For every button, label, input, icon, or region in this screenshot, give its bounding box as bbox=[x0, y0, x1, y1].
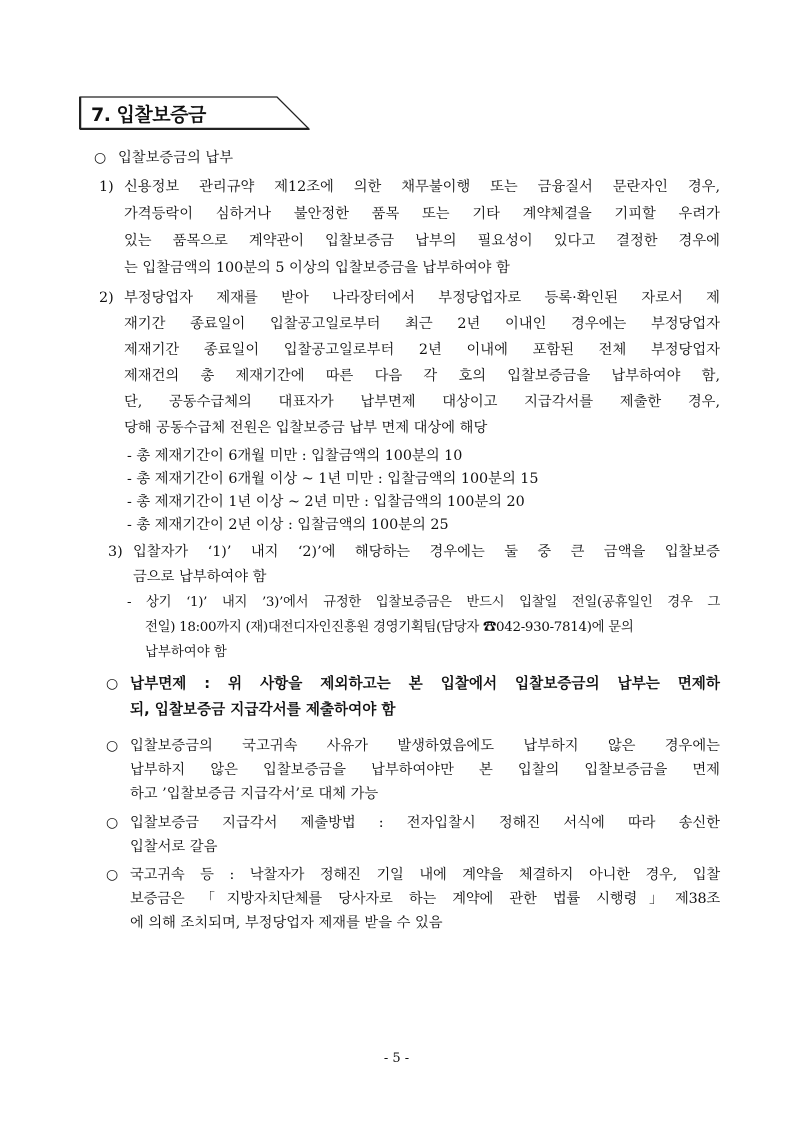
paragraph-line: 입찰서로 갈음 bbox=[130, 839, 218, 855]
bullet-heading: 입찰보증금의 납부 bbox=[118, 150, 234, 166]
item-number: 3) bbox=[108, 544, 123, 560]
paragraph-line: 는 입찰금액의 100분의 5 이상의 입찰보증금을 납부하여야 함 bbox=[124, 260, 510, 276]
page-number: - 5 - bbox=[383, 1051, 410, 1066]
paragraph-line: 국고귀속 등 : 낙찰자가 정해진 기일 내에 계약을 체결하지 아니한 경우, 입찰 bbox=[130, 867, 720, 883]
paragraph-line: 가격등락이 심하거나 불안정한 품목 또는 기타 계약체결을 기피할 우려가 bbox=[124, 206, 720, 222]
paragraph-line: 제재기간 종료일이 입찰공고일로부터 2년 이내에 포함된 전체 부정당업자 bbox=[124, 342, 720, 358]
bullet-circle: ○ bbox=[94, 150, 107, 166]
paragraph-line: 납부하지 않은 입찰보증금을 납부하여야만 본 입찰의 입찰보증금을 면제 bbox=[130, 762, 720, 778]
note-line: 납부하여야 함 bbox=[145, 645, 227, 660]
paragraph-line: 입찰보증금의 국고귀속 사유가 발생하였음에도 납부하지 않은 경우에는 bbox=[130, 738, 720, 754]
section-title-box bbox=[79, 96, 310, 130]
paragraph-line: 단, 공동수급체의 대표자가 납부면제 대상이고 지급각서를 제출한 경우, bbox=[124, 394, 720, 410]
paragraph-line: 금으로 납부하여야 함 bbox=[133, 569, 267, 585]
note-line: 전일) 18:00까지 (재)대전디자인진흥원 경영기획팀(담당자 ☎042-930-7814)에 문의 bbox=[145, 620, 634, 635]
paragraph-line: 제재건의 총 제재기간에 따른 다음 각 호의 입찰보증금을 납부하여야 함, bbox=[124, 368, 720, 384]
penalty-item: - 총 제재기간이 6개월 미만 : 입찰금액의 100분의 10 bbox=[127, 448, 463, 464]
paragraph-line: 입찰자가 ‘1)’ 내지 ‘2)’에 해당하는 경우에는 둘 중 큰 금액을 입찰보증 bbox=[133, 544, 720, 560]
penalty-item: - 총 제재기간이 2년 이상 : 입찰금액의 100분의 25 bbox=[127, 517, 449, 533]
penalty-item: - 총 제재기간이 6개월 이상 ~ 1년 미만 : 입찰금액의 100분의 15 bbox=[127, 471, 539, 487]
bullet-circle: ○ bbox=[106, 676, 119, 692]
item-number: 1) bbox=[99, 179, 114, 195]
bullet-circle: ○ bbox=[106, 867, 119, 883]
bullet-circle: ○ bbox=[106, 738, 119, 754]
exemption-line: 되, 입찰보증금 지급각서를 제출하여야 함 bbox=[130, 701, 396, 718]
exemption-line: 납부면제 : 위 사항을 제외하고는 본 입찰에서 입찰보증금의 납부는 면제하 bbox=[130, 675, 720, 692]
paragraph-line: 신용정보 관리규약 제12조에 의한 채무불이행 또는 금융질서 문란자인 경우, bbox=[124, 179, 720, 195]
paragraph-line: 있는 품목으로 계약관이 입찰보증금 납부의 필요성이 있다고 결정한 경우에 bbox=[124, 233, 720, 249]
note-line: - 상기 ‘1)’ 내지 ’3)’에서 규정한 입찰보증금은 반드시 입찰일 전일(공휴일인 경우 그 bbox=[127, 595, 720, 610]
paragraph-line: 당해 공동수급체 전원은 입찰보증금 납부 면제 대상에 해당 bbox=[124, 420, 488, 436]
paragraph-line: 에 의해 조치되며, 부정당업자 제재를 받을 수 있음 bbox=[130, 915, 443, 931]
item-number: 2) bbox=[99, 290, 114, 306]
section-title: 7. 입찰보증금 bbox=[91, 104, 206, 126]
paragraph-line: 보증금은 「지방자치단체를 당사자로 하는 계약에 관한 법률 시행령」제38조 bbox=[130, 891, 720, 907]
paragraph-line: 입찰보증금 지급각서 제출방법 : 전자입찰시 정해진 서식에 따라 송신한 bbox=[130, 815, 720, 831]
paragraph-line: 하고 ’입찰보증금 지급각서’로 대체 가능 bbox=[130, 786, 379, 802]
penalty-item: - 총 제재기간이 1년 이상 ~ 2년 미만 : 입찰금액의 100분의 20 bbox=[127, 494, 525, 510]
bullet-circle: ○ bbox=[106, 815, 119, 831]
paragraph-line: 부정당업자 제재를 받아 나라장터에서 부정당업자로 등록·확인된 자로서 제 bbox=[124, 290, 720, 306]
paragraph-line: 재기간 종료일이 입찰공고일로부터 최근 2년 이내인 경우에는 부정당업자 bbox=[124, 316, 720, 332]
